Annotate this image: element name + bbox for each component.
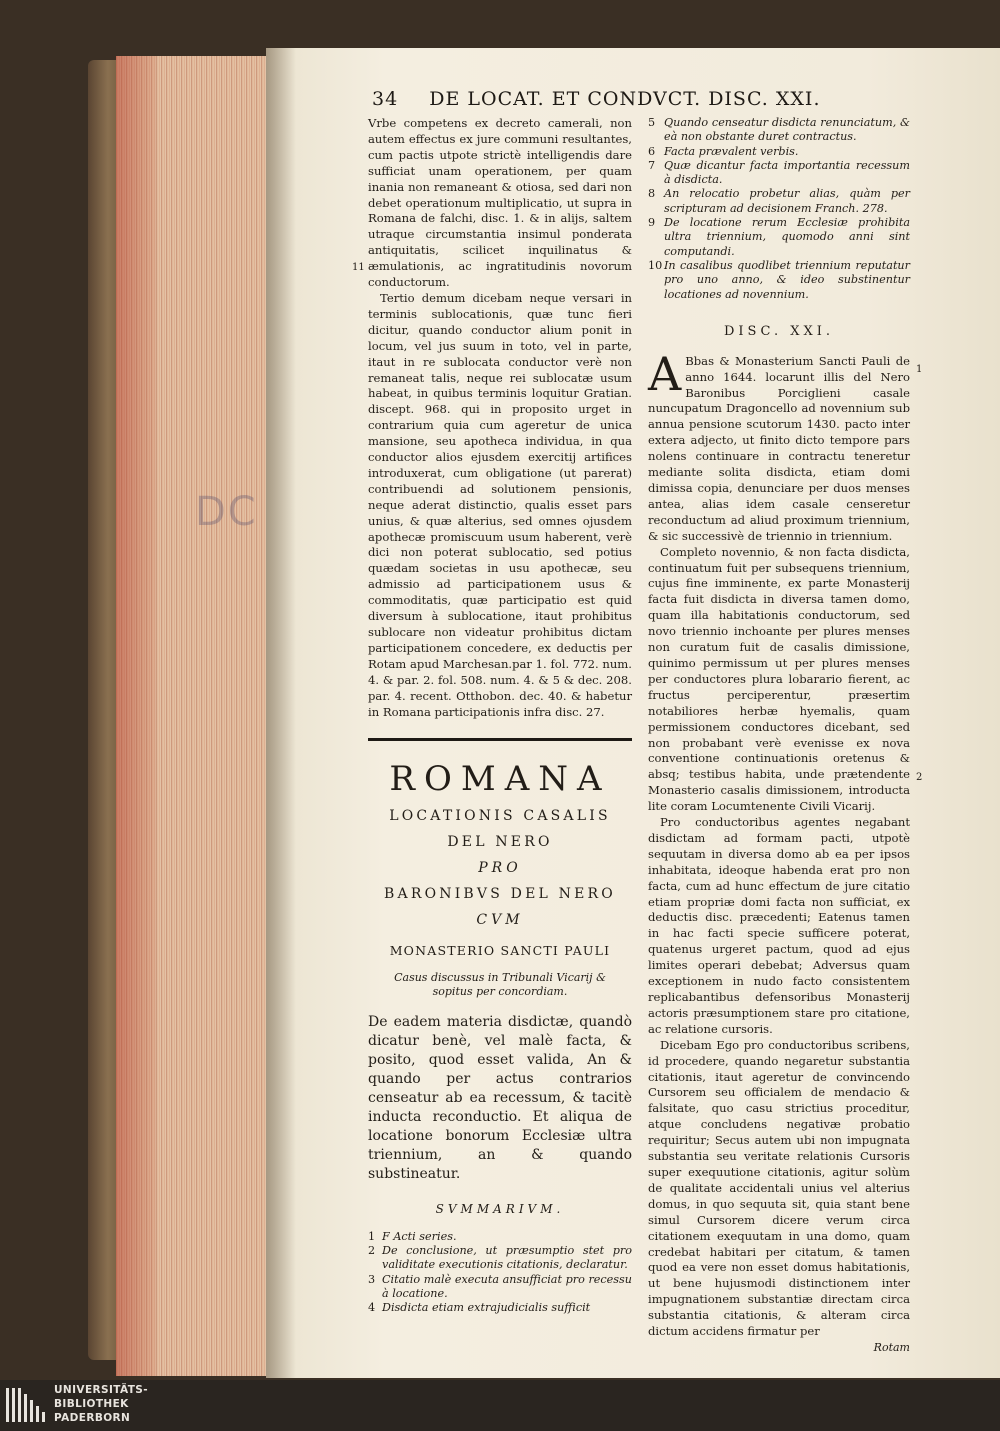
divider <box>368 738 632 741</box>
summary-item: 6 Facta prævalent verbis. <box>648 144 799 158</box>
summary-item: 9 De locatione rerum Ecclesiæ prohibita ultra triennium, quomodo anni sint computandi. <box>648 216 910 258</box>
case-subtitle: MONASTERIO SANCTI PAULI <box>389 942 611 958</box>
lead-text: De eadem materia disdictæ, quandò dicatur benè, vel malè facta, & posito, quod esset valida, An & quando per actus contrarios censeatur ab ea recessum, & tacitè inducta reconductio. Et aliqua de locatione bonorum Ecclesiæ ultra triennium, an & quando substineatur. <box>368 1013 632 1182</box>
case-cum: CVM <box>476 912 524 929</box>
page-number: 34 <box>372 88 399 110</box>
margin-number: 11 <box>352 262 365 273</box>
library-name-line: BIBLIOTHEK <box>54 1398 129 1410</box>
library-name-line: PADERBORN <box>54 1412 131 1424</box>
summarium-title: SVMMARIVM. <box>435 1201 565 1216</box>
library-name-line: UNIVERSITÄTS- <box>54 1384 149 1396</box>
summary-item: 4 Disdicta etiam extrajudicialis sufficit <box>368 1301 591 1315</box>
library-logo-icon <box>6 1388 50 1422</box>
running-header <box>372 88 842 110</box>
paragraph: A Bbas & Monasterium Sancti Pauli de anno 1644. locarunt illis del Nero Baronibus Porciglieni casale nuncupatum Dragoncello ad novennium sub annua pensione scutorum 1430. pacto inter extera adjecto, ut finito dicto tempore pars nolens continuare in contractu teneretur mediante solita disdicta, etiam domi dimissa copia, denunciare per duos menses antea, alias idem casale censeretur reconductum ad aliud proximum triennium, & sic successivè de triennio in triennium. <box>648 346 910 543</box>
summary-list <box>648 116 910 302</box>
summary-item: 10 In casalibus quodlibet triennium reputatur pro uno anno, & ideo substinentur locationes ad novennium. <box>648 258 910 301</box>
drop-cap: A <box>648 346 682 401</box>
left-column <box>368 116 632 1316</box>
summary-item: 2 De conclusione, ut præsumptio stet pro validitate executionis citationis, declaratur. <box>368 1244 632 1272</box>
case-subtitle: BARONIBVS DEL NERO <box>384 886 616 903</box>
running-title: DE LOCAT. ET CONDVCT. DISC. XXI. <box>429 88 821 110</box>
case-title: ROMANA <box>389 759 611 800</box>
red-edge-tint <box>116 56 156 1376</box>
summary-item: 1 F Acti series. <box>368 1229 457 1243</box>
summary-list <box>368 1230 632 1316</box>
catchword: Rotam <box>873 1340 910 1354</box>
disc-title: DISC. XXI. <box>724 323 834 339</box>
paragraph: Dicebam Ego pro conductoribus scribens, id procedere, quando negaretur substantia citationis, itaut ageretur de convincendo Cursorem seu officialem de mendacio & falsitate, quo casu strictius proceditur, atque concludens negativæ probatio requiritur; Secus autem ubi non impugnata substantia seu veritate relationis Cursoris super exequutione citationis, agitur solùm de qualitate accidentali unius vel alterius domus, in quo sequuta sit, quia stant bene simul Cursorem dicere verum circa citationem exequutam in una domo, quam credebat habitari per citatum, & tamen quod ea vere non esset domus habitationis, ut bene hujusmodi distinctionem inter impugnationem substantiæ directam circa substantia citationis, & alteram circa dictum accidens firmatur per <box>648 1037 910 1339</box>
case-pro: PRO <box>478 860 522 877</box>
case-subtitle: LOCATIONIS CASALIS <box>389 808 611 825</box>
summary-item: 8 An relocatio probetur alias, quàm per scripturam ad decisionem Franch. 278. <box>648 187 910 215</box>
right-column <box>648 116 910 1356</box>
intro-text: Vrbe competens ex decreto camerali, non autem effectus ex jure communi resultantes, cum pactis utpote strictè intelligendis dare sufficiat unam operationem, per quam inania non remaneant & otiosa, sed dari non debet operationum multiplicatio, ut supra in Romana de falchi, disc. 1. & in alijs, saltem utraque circumstantia insimul ponderata antiquitatis, scilicet inquilinatus & æmulationis, ac ingratitudinis novorum conductorum. <box>368 116 632 290</box>
paragraph: Completo novennio, & non facta disdicta, continuatum fuit per subsequens triennium, cujus fine imminente, ex parte Monasterij facta fuit disdicta in diversa tamen domo, quam illa habitationis conductorum, sed novo triennio inchoante per plures menses non curatum fuit de casalis dimissione, quinimo permissum ut per plures menses per conductores plura lobarario fierent, ac fructus perciperentur, præsertim notabiliores herbæ hyemalis, quam permissionem conductores dicebant, sed non probabant verè evenisse ex nova conventione continuationis oretenus & absq; testibus habita, unde prætendente Monasterio casalis dimissionem, introducta lite coram Locumtenente Civili Vicarij. <box>648 544 910 814</box>
summary-item: 7 Quæ dicantur facta importantia recessum à disdicta. <box>648 158 910 187</box>
paragraph: Pro conductoribus agentes negabant disdictam ad formam pacti, utpotè sequutam in diversa domo ab ea per ipsos inhabitata, ideoque habenda erat pro non facta, cum ad hunc effectum de jure citatio etiam propriæ domi facta non sufficiat, ex deductis disc. præcedenti; Eatenus tamen in hac facti specie sufficere poterat, quatenus urgeret pactum, quod ad ejus limites operari debebat; Adversus quam exceptionem in nudo facto consistentem replicabantibus defensoribus Monasterij actoris præsumptionem stare pro citatione, ac relatione cursoris. <box>648 815 910 1036</box>
summary-item: 3 Citatio malè executa ansufficiat pro recessu à locatione. <box>368 1272 632 1300</box>
margin-number: 2 <box>916 772 923 783</box>
gutter-shadow <box>266 48 296 1378</box>
paragraph: Tertio demum dicebam neque versari in terminis sublocationis, quæ tunc fieri dicitur, quando conductor alium ponit in locum, vel jus suum in toto, vel in parte, itaut in re sublocata conductor verè non remaneat talis, neque rei sublocatæ usum habeat, in quibus terminis loquitur Gratian. discept. 968. qui in proposito urget in contrarium quia cum ageretur de unica mansione, seu apotheca individua, in qua conductor alios ejusdem exercitij artifices introduxerat, cum obligatione (ut parerat) contribuendi ad solutionem pensionis, neque aderat distinctio, qualis esset pars unius, & quæ alterius, sed omnes ojusdem apothecæ promiscuum usum haberent, verè dici non poterat sublocatio, sed potius quædam societas in usu apothecæ, seu admissio ad participationem usus & commoditatis, quæ participatio est quid diversum à sublocatione, itaut prohibitus sublocare non videatur prohibitus dictam participationem concedere, ex deductis per Rotam apud Marchesan.par 1. fol. 772. num. 4. & par. 2. fol. 508. num. 4. & 5 & dec. 208. par. 4. recent. Otthobon. dec. 40. & habetur in Romana participationis infra disc. 27. <box>368 290 632 719</box>
summary-item: 5 Quando censeatur disdicta renunciatum, & eà non obstante duret contractus. <box>648 116 910 144</box>
library-stamp: DC <box>195 489 258 535</box>
margin-number: 1 <box>916 364 923 375</box>
casus-note: Casus discussus in Tribunali Vicarij & sopitus per concordiam. <box>394 970 606 998</box>
footer-bar <box>0 1380 1000 1431</box>
case-subtitle: DEL NERO <box>447 834 553 851</box>
